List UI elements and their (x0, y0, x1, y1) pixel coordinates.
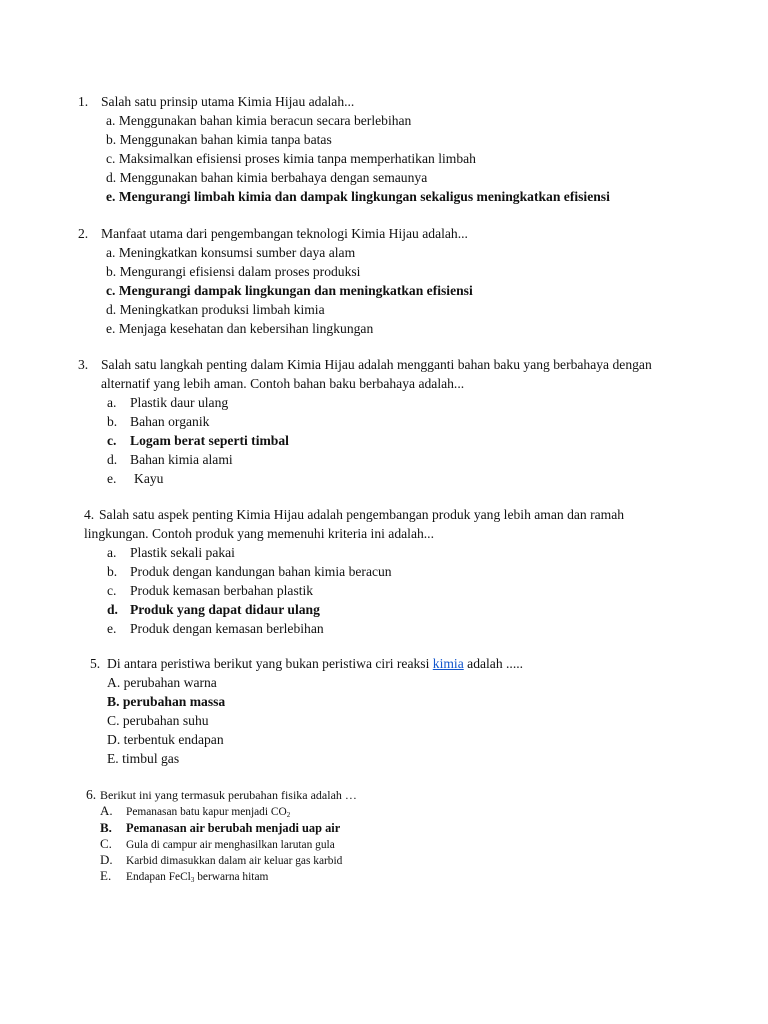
question-number: 3. (78, 357, 89, 372)
kimia-link[interactable]: kimia (432, 656, 464, 671)
question-6 (86, 787, 357, 885)
option-c: c. Maksimalkan efisiensi proses kimia tanpa memperhatikan limbah (106, 151, 476, 166)
question-3 (78, 355, 652, 488)
option-b: b. Mengurangi efisiensi dalam proses produksi (106, 264, 361, 279)
question-stem-line-2: lingkungan. Contoh produk yang memenuhi kriteria ini adalah... (84, 526, 434, 541)
option-a: a. Meningkatkan konsumsi sumber daya alam (106, 245, 356, 260)
option-b-answer: B. perubahan massa (107, 694, 226, 709)
option-a: A. perubahan warna (107, 675, 217, 690)
option-c-answer: c. Mengurangi dampak lingkungan dan meningkatkan efisiensi (106, 283, 473, 298)
option-c-answer: c. Logam berat seperti timbal (107, 433, 289, 448)
question-stem (90, 654, 523, 673)
question-number: 4. (84, 507, 95, 522)
option-e: e. Produk dengan kemasan berlebihan (107, 621, 324, 636)
option-a: A. Pemanasan batu kapur menjadi $CO_2$ (100, 803, 291, 820)
question-1 (78, 92, 610, 206)
option-c: C. perubahan suhu (107, 713, 209, 728)
option-d: d. Menggunakan bahan kimia berbahaya dengan semaunya (106, 170, 428, 185)
question-2 (78, 224, 473, 338)
question-5 (90, 654, 523, 768)
option-b: b. Produk dengan kandungan bahan kimia beracun (107, 564, 392, 579)
option-d: D. terbentuk endapan (107, 732, 224, 747)
question-stem-line-1 (78, 355, 652, 374)
subscript: 2 (286, 811, 291, 820)
question-text: Salah satu langkah penting dalam Kimia Hijau adalah mengganti bahan baku yang berbahaya dengan (101, 357, 652, 372)
question-text: Berikut ini yang termasuk perubahan fisika adalah … (100, 788, 357, 802)
option-a: a. Plastik sekali pakai (107, 545, 235, 560)
option-b: b. Menggunakan bahan kimia tanpa batas (106, 132, 332, 147)
question-text-end: adalah ..... (467, 656, 524, 671)
option-a: a. Menggunakan bahan kimia beracun secara berlebihan (106, 113, 412, 128)
option-e: e. Menjaga kesehatan dan kebersihan lingkungan (106, 321, 374, 336)
option-b: b. Bahan organik (107, 414, 210, 429)
question-number: 6. (86, 787, 97, 802)
question-stem (86, 787, 357, 803)
option-b-answer: B. Pemanasan air berubah menjadi uap air (100, 819, 341, 835)
option-d: d. Meningkatkan produksi limbah kimia (106, 302, 325, 317)
question-text: Salah satu prinsip utama Kimia Hijau adalah... (101, 94, 355, 109)
question-text: Salah satu aspek penting Kimia Hijau adalah pengembangan produk yang lebih aman dan ramah (99, 507, 625, 522)
option-e-answer: e. Mengurangi limbah kimia dan dampak lingkungan sekaligus meningkatkan efisiensi (106, 189, 610, 204)
question-text: Di antara peristiwa berikut yang bukan peristiwa ciri reaksi (107, 656, 430, 671)
option-d: d. Bahan kimia alami (107, 452, 233, 467)
option-c: c. Produk kemasan berbahan plastik (107, 583, 314, 598)
option-c: C. Gula di campur air menghasilkan larutan gula (100, 835, 335, 851)
question-stem (78, 92, 610, 111)
option-a: a. Plastik daur ulang (107, 395, 229, 410)
subscript: 3 (190, 876, 195, 885)
question-number: 2. (78, 226, 89, 241)
option-e: E. Endapan FeCl$_3$ berwarna hitam (100, 868, 269, 885)
question-stem (78, 224, 473, 243)
question-number: 1. (78, 94, 89, 109)
option-e: E. timbul gas (107, 751, 180, 766)
option-e: e. Kayu (107, 471, 164, 486)
question-stem-line-2: alternatif yang lebih aman. Contoh bahan baku berbahaya adalah... (101, 376, 465, 391)
question-text: Manfaat utama dari pengembangan teknologi Kimia Hijau adalah... (101, 226, 468, 241)
question-4 (84, 505, 624, 638)
option-d: D. Karbid dimasukkan dalam air keluar gas karbid (100, 852, 343, 868)
question-number: 5. (90, 656, 101, 671)
option-d-answer: d. Produk yang dapat didaur ulang (107, 602, 320, 617)
question-stem-line-1 (84, 505, 624, 524)
